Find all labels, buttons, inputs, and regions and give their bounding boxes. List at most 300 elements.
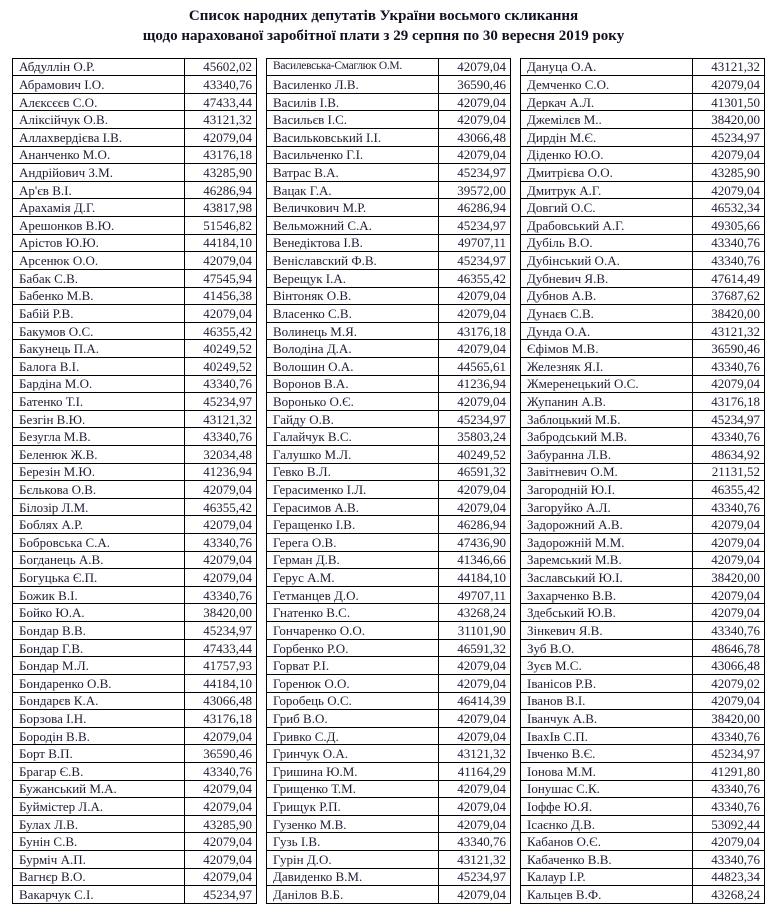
salary-value: 45234,97 — [693, 745, 765, 763]
salary-value: 42079,04 — [185, 551, 257, 569]
salary-value: 41301,50 — [693, 93, 765, 111]
deputy-name: Заремський М.В. — [521, 551, 693, 569]
table-row — [267, 446, 511, 464]
deputy-name: Балога В.І. — [13, 357, 185, 375]
salary-value: 42079,04 — [439, 710, 511, 728]
salary-table-column-2 — [266, 58, 511, 904]
salary-value: 46591,32 — [439, 463, 511, 481]
deputy-name: Бондар В.В. — [13, 622, 185, 640]
salary-value: 47433,44 — [185, 639, 257, 657]
table-row — [521, 340, 765, 358]
salary-value: 31101,90 — [439, 622, 511, 640]
deputy-name: Дмитрієва О.О. — [521, 164, 693, 182]
deputy-name: Васильєв І.С. — [267, 111, 439, 129]
salary-value: 42079,04 — [185, 833, 257, 851]
salary-value: 45234,97 — [439, 164, 511, 182]
table-row — [13, 428, 257, 446]
salary-value: 43340,76 — [693, 428, 765, 446]
table-row — [267, 234, 511, 252]
salary-value: 47545,94 — [185, 269, 257, 287]
deputy-name: Волошин О.А. — [267, 357, 439, 375]
deputy-name: Власенко С.В. — [267, 305, 439, 323]
salary-value: 43340,76 — [693, 498, 765, 516]
table-row — [521, 692, 765, 710]
salary-value: 42079,04 — [185, 727, 257, 745]
salary-value: 40249,52 — [439, 446, 511, 464]
table-row — [521, 551, 765, 569]
deputy-name: Білозір Л.М. — [13, 498, 185, 516]
deputy-name: Андрійович З.М. — [13, 164, 185, 182]
deputy-name: Дубінський О.А. — [521, 252, 693, 270]
salary-value: 45234,97 — [185, 393, 257, 411]
table-row — [521, 463, 765, 481]
salary-value: 44184,10 — [185, 674, 257, 692]
table-row — [267, 516, 511, 534]
salary-value: 43285,90 — [185, 164, 257, 182]
salary-value: 42079,04 — [439, 93, 511, 111]
table-row — [267, 357, 511, 375]
salary-value: 41346,66 — [439, 551, 511, 569]
deputy-name: Бурміч А.П. — [13, 851, 185, 869]
salary-value: 41236,94 — [185, 463, 257, 481]
salary-value: 43340,76 — [693, 622, 765, 640]
table-row — [521, 604, 765, 622]
salary-value: 42079,04 — [693, 551, 765, 569]
deputy-name: Зуєв М.С. — [521, 657, 693, 675]
table-row — [13, 851, 257, 869]
salary-value: 42079,04 — [439, 111, 511, 129]
deputy-name: Дануца О.А. — [521, 58, 693, 76]
deputy-name: Задорожний А.В. — [521, 516, 693, 534]
salary-value: 44565,61 — [439, 357, 511, 375]
salary-value: 47436,90 — [439, 534, 511, 552]
table-row — [521, 269, 765, 287]
deputy-name: Бакумов О.С. — [13, 322, 185, 340]
salary-value: 43285,90 — [185, 815, 257, 833]
salary-value: 41757,93 — [185, 657, 257, 675]
deputy-name: Деркач А.Л. — [521, 93, 693, 111]
deputy-name: Заславський Ю.І. — [521, 569, 693, 587]
salary-value: 42079,04 — [185, 868, 257, 886]
table-row — [267, 657, 511, 675]
table-row — [521, 76, 765, 94]
salary-value: 42079,04 — [693, 604, 765, 622]
deputy-name: Ісаєнко Д.В. — [521, 815, 693, 833]
salary-value: 32034,48 — [185, 446, 257, 464]
deputy-name: Васильковський І.І. — [267, 129, 439, 147]
table-row — [267, 340, 511, 358]
table-row — [521, 762, 765, 780]
salary-value: 42079,04 — [439, 305, 511, 323]
table-row — [267, 534, 511, 552]
salary-value: 42079,04 — [693, 76, 765, 94]
salary-value: 42079,04 — [439, 287, 511, 305]
deputy-name: Захарченко В.В. — [521, 586, 693, 604]
salary-value: 38420,00 — [693, 111, 765, 129]
table-row — [13, 234, 257, 252]
deputy-name: Аліксійчук О.В. — [13, 111, 185, 129]
table-row — [13, 798, 257, 816]
deputy-name: Вакарчук С.І. — [13, 886, 185, 904]
deputy-name: Джемілєв М.. — [521, 111, 693, 129]
salary-value: 41291,80 — [693, 762, 765, 780]
deputy-name: Здебський Ю.В. — [521, 604, 693, 622]
table-row — [267, 745, 511, 763]
salary-value: 43121,32 — [693, 322, 765, 340]
table-row — [13, 446, 257, 464]
deputy-name: Венедіктова І.В. — [267, 234, 439, 252]
table-row — [521, 111, 765, 129]
deputy-name: Дирдін М.Є. — [521, 129, 693, 147]
salary-value: 43285,90 — [693, 164, 765, 182]
deputy-name: Гурін Д.О. — [267, 851, 439, 869]
table-row — [521, 375, 765, 393]
table-row — [13, 164, 257, 182]
salary-value: 42079,04 — [185, 481, 257, 499]
deputy-name: Буймістер Л.А. — [13, 798, 185, 816]
table-row — [521, 815, 765, 833]
deputy-name: Іонушас С.К. — [521, 780, 693, 798]
salary-value: 43340,76 — [693, 798, 765, 816]
deputy-name: Бужанський М.А. — [13, 780, 185, 798]
table-row — [521, 868, 765, 886]
table-row — [267, 305, 511, 323]
salary-value: 42079,04 — [439, 657, 511, 675]
table-row — [13, 692, 257, 710]
table-row — [267, 604, 511, 622]
table-row — [267, 692, 511, 710]
table-row — [267, 287, 511, 305]
deputy-name: Герега О.В. — [267, 534, 439, 552]
deputy-name: Бабенко М.В. — [13, 287, 185, 305]
table-row — [13, 639, 257, 657]
deputy-name: Железняк Я.І. — [521, 357, 693, 375]
table-row — [267, 252, 511, 270]
salary-value: 44184,10 — [185, 234, 257, 252]
table-row — [267, 322, 511, 340]
table-row — [521, 710, 765, 728]
table-row — [267, 217, 511, 235]
salary-value: 46286,94 — [439, 516, 511, 534]
table-row — [521, 833, 765, 851]
table-row — [13, 129, 257, 147]
table-row — [521, 393, 765, 411]
table-row — [267, 76, 511, 94]
salary-value: 45234,97 — [439, 252, 511, 270]
deputy-name: Загоруйко А.Л. — [521, 498, 693, 516]
table-row — [521, 287, 765, 305]
table-row — [267, 727, 511, 745]
deputy-name: Горобець О.С. — [267, 692, 439, 710]
deputy-name: Березін М.Ю. — [13, 463, 185, 481]
salary-value: 42079,04 — [693, 586, 765, 604]
deputy-name: Бондарєв К.А. — [13, 692, 185, 710]
salary-value: 43176,18 — [185, 146, 257, 164]
salary-value: 43340,76 — [439, 833, 511, 851]
table-row — [267, 93, 511, 111]
table-row — [521, 428, 765, 446]
salary-value: 42079,04 — [439, 481, 511, 499]
table-row — [267, 762, 511, 780]
deputy-name: Безгін В.Ю. — [13, 410, 185, 428]
deputy-name: Герус А.М. — [267, 569, 439, 587]
table-row — [521, 798, 765, 816]
deputy-name: Бондар Г.В. — [13, 639, 185, 657]
table-row — [521, 357, 765, 375]
salary-value: 42079,04 — [439, 146, 511, 164]
salary-value: 48646,78 — [693, 639, 765, 657]
table-row — [13, 622, 257, 640]
table-row — [267, 851, 511, 869]
table-row — [13, 498, 257, 516]
table-row — [521, 305, 765, 323]
salary-value: 43121,32 — [439, 745, 511, 763]
table-row — [13, 305, 257, 323]
deputy-name: Арахамія Д.Г. — [13, 199, 185, 217]
table-row — [521, 727, 765, 745]
salary-value: 49707,11 — [439, 586, 511, 604]
salary-value: 43268,24 — [439, 604, 511, 622]
table-row — [521, 534, 765, 552]
deputy-name: Кальцев В.Ф. — [521, 886, 693, 904]
salary-value: 47614,49 — [693, 269, 765, 287]
deputy-name: Дубнов А.В. — [521, 287, 693, 305]
salary-value: 42079,04 — [185, 516, 257, 534]
deputy-name: Воронов В.А. — [267, 375, 439, 393]
deputy-name: Вацак Г.А. — [267, 181, 439, 199]
salary-value: 43340,76 — [185, 76, 257, 94]
salary-value: 42079,04 — [439, 674, 511, 692]
table-row — [13, 146, 257, 164]
table-row — [267, 481, 511, 499]
salary-value: 51546,82 — [185, 217, 257, 235]
salary-value: 48634,92 — [693, 446, 765, 464]
deputy-name: Богданець А.В. — [13, 551, 185, 569]
deputy-name: Драбовський А.Г. — [521, 217, 693, 235]
deputy-name: Ананченко М.О. — [13, 146, 185, 164]
salary-value: 45234,97 — [185, 622, 257, 640]
deputy-name: Бондар М.Л. — [13, 657, 185, 675]
deputy-name: Герман Д.В. — [267, 551, 439, 569]
salary-value: 43066,48 — [439, 129, 511, 147]
salary-value: 43121,32 — [693, 58, 765, 76]
deputy-name: Єфімов М.В. — [521, 340, 693, 358]
table-row — [13, 393, 257, 411]
salary-value: 42079,04 — [185, 798, 257, 816]
table-row — [13, 357, 257, 375]
deputy-name: Грищенко Т.М. — [267, 780, 439, 798]
deputy-name: Алєксєєв С.О. — [13, 93, 185, 111]
table-row — [13, 886, 257, 904]
deputy-name: Гетманцев Д.О. — [267, 586, 439, 604]
deputy-name: Воронько О.Є. — [267, 393, 439, 411]
table-row — [267, 463, 511, 481]
table-row — [13, 463, 257, 481]
salary-value: 42079,04 — [693, 516, 765, 534]
salary-value: 46355,42 — [693, 481, 765, 499]
salary-value: 42079,04 — [439, 498, 511, 516]
salary-value: 43176,18 — [439, 322, 511, 340]
table-row — [521, 886, 765, 904]
salary-value: 42079,04 — [185, 129, 257, 147]
salary-value: 41164,29 — [439, 762, 511, 780]
deputy-name: Гривко С.Д. — [267, 727, 439, 745]
salary-value: 38420,00 — [693, 569, 765, 587]
salary-value: 21131,52 — [693, 463, 765, 481]
salary-value: 44823,34 — [693, 868, 765, 886]
deputy-name: Ватрас В.А. — [267, 164, 439, 182]
salary-value: 42079,04 — [693, 375, 765, 393]
deputy-name: Гриб В.О. — [267, 710, 439, 728]
table-row — [521, 481, 765, 499]
deputy-name: Абрамович І.О. — [13, 76, 185, 94]
deputy-name: Бабак С.В. — [13, 269, 185, 287]
deputy-name: Бобровська С.А. — [13, 534, 185, 552]
deputy-name: Гузенко М.В. — [267, 815, 439, 833]
table-row — [521, 410, 765, 428]
deputy-name: Калаур І.Р. — [521, 868, 693, 886]
salary-value: 43340,76 — [693, 780, 765, 798]
salary-value: 46286,94 — [439, 199, 511, 217]
salary-value: 43066,48 — [693, 657, 765, 675]
deputy-name: Гончаренко О.О. — [267, 622, 439, 640]
table-row — [267, 886, 511, 904]
table-row — [13, 815, 257, 833]
deputy-name: Давиденко В.М. — [267, 868, 439, 886]
deputy-name: Бардіна М.О. — [13, 375, 185, 393]
salary-value: 42079,04 — [439, 58, 511, 76]
salary-value: 37687,62 — [693, 287, 765, 305]
salary-value: 42079,02 — [693, 674, 765, 692]
deputy-name: Володіна Д.А. — [267, 340, 439, 358]
salary-value: 42079,04 — [693, 181, 765, 199]
table-row — [267, 674, 511, 692]
table-row — [521, 569, 765, 587]
salary-value: 42079,04 — [439, 798, 511, 816]
table-row — [521, 199, 765, 217]
deputy-name: Гузь І.В. — [267, 833, 439, 851]
title-line-2: щодо нарахованої заробітної плати з 29 серпня по 30 вересня 2019 року — [142, 27, 625, 44]
deputy-name: Демченко С.О. — [521, 76, 693, 94]
salary-tables-container — [12, 58, 762, 904]
table-row — [521, 498, 765, 516]
table-row — [267, 498, 511, 516]
deputy-name: Іванчук А.В. — [521, 710, 693, 728]
table-row — [267, 569, 511, 587]
table-row — [267, 269, 511, 287]
salary-value: 43340,76 — [185, 375, 257, 393]
table-row — [13, 217, 257, 235]
deputy-name: Дмитрук А.Г. — [521, 181, 693, 199]
table-row — [13, 551, 257, 569]
salary-value: 43340,76 — [185, 428, 257, 446]
salary-value: 45234,97 — [693, 410, 765, 428]
table-row — [521, 252, 765, 270]
deputy-name: Вінтоняк О.В. — [267, 287, 439, 305]
table-row — [13, 269, 257, 287]
salary-value: 43340,76 — [693, 234, 765, 252]
salary-value: 42079,04 — [693, 833, 765, 851]
table-row — [267, 111, 511, 129]
salary-value: 43176,18 — [693, 393, 765, 411]
table-row — [267, 181, 511, 199]
table-row — [13, 375, 257, 393]
table-row — [267, 639, 511, 657]
table-row — [13, 604, 257, 622]
deputy-name: Завітневич О.М. — [521, 463, 693, 481]
salary-value: 43268,24 — [693, 886, 765, 904]
table-row — [13, 868, 257, 886]
salary-value: 53092,44 — [693, 815, 765, 833]
deputy-name: Гайду О.В. — [267, 410, 439, 428]
deputy-name: Зінкевич Я.В. — [521, 622, 693, 640]
salary-value: 42079,04 — [439, 780, 511, 798]
salary-value: 43340,76 — [693, 727, 765, 745]
salary-value: 44184,10 — [439, 569, 511, 587]
salary-value: 49707,11 — [439, 234, 511, 252]
deputy-name: Галушко М.Л. — [267, 446, 439, 464]
deputy-name: Богуцька Є.П. — [13, 569, 185, 587]
deputy-name: Васильченко Г.І. — [267, 146, 439, 164]
table-row — [13, 340, 257, 358]
deputy-name: Бабій Р.В. — [13, 305, 185, 323]
table-row — [13, 745, 257, 763]
salary-value: 38420,00 — [185, 604, 257, 622]
salary-value: 47433,44 — [185, 93, 257, 111]
deputy-name: Борт В.П. — [13, 745, 185, 763]
table-row — [267, 815, 511, 833]
deputy-name: Гришина Ю.М. — [267, 762, 439, 780]
table-row — [267, 586, 511, 604]
deputy-name: Василевська-Смаглюк О.М. — [267, 58, 439, 76]
salary-value: 43121,32 — [185, 410, 257, 428]
deputy-name: Кабаченко В.В. — [521, 851, 693, 869]
deputy-name: Абдуллін О.Р. — [13, 58, 185, 76]
deputy-name: Галайчук В.С. — [267, 428, 439, 446]
salary-value: 42079,04 — [185, 252, 257, 270]
salary-value: 45234,97 — [439, 868, 511, 886]
deputy-name: Гринчук О.А. — [267, 745, 439, 763]
deputy-name: Булах Л.В. — [13, 815, 185, 833]
salary-value: 43176,18 — [185, 710, 257, 728]
deputy-name: Бойко Ю.А. — [13, 604, 185, 622]
table-row — [521, 446, 765, 464]
salary-table-column-1 — [12, 58, 257, 904]
salary-value: 42079,04 — [185, 851, 257, 869]
salary-value: 42079,04 — [693, 692, 765, 710]
deputy-name: Ар'єв В.І. — [13, 181, 185, 199]
deputy-name: Василенко Л.В. — [267, 76, 439, 94]
deputy-name: Геращенко І.В. — [267, 516, 439, 534]
table-row — [13, 833, 257, 851]
deputy-name: Горват Р.І. — [267, 657, 439, 675]
deputy-name: Кабанов О.Є. — [521, 833, 693, 851]
salary-value: 42079,04 — [693, 534, 765, 552]
table-row — [13, 58, 257, 76]
salary-value: 43340,76 — [693, 851, 765, 869]
deputy-name: Дубіль В.О. — [521, 234, 693, 252]
salary-value: 49305,66 — [693, 217, 765, 235]
table-row — [521, 586, 765, 604]
deputy-name: Задорожній М.М. — [521, 534, 693, 552]
table-row — [13, 287, 257, 305]
salary-value: 36590,46 — [693, 340, 765, 358]
table-row — [13, 586, 257, 604]
salary-value: 43340,76 — [185, 762, 257, 780]
salary-value: 42079,04 — [439, 393, 511, 411]
deputy-name: Гевко В.Л. — [267, 463, 439, 481]
table-row — [521, 164, 765, 182]
